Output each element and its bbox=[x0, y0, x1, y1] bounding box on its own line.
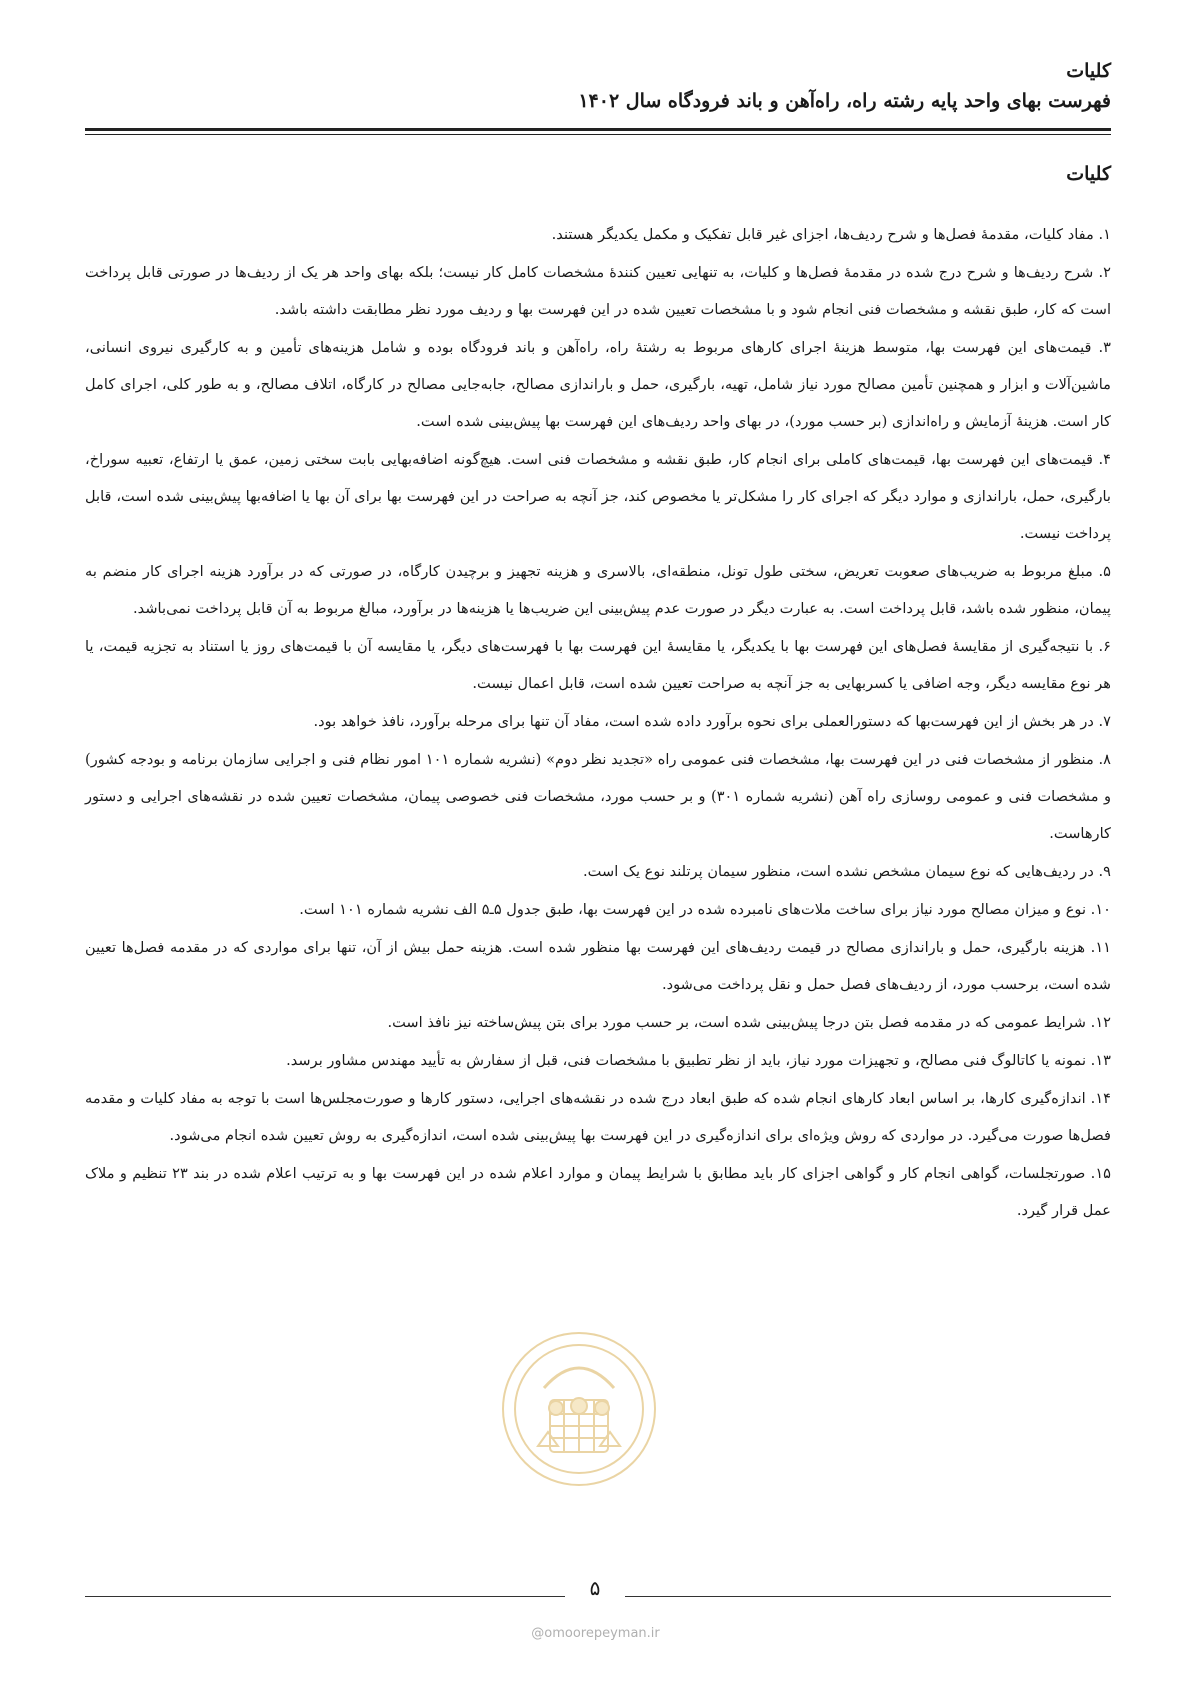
page-header bbox=[85, 56, 1111, 116]
paragraph-2: ۲. شرح ردیف‌ها و شرح درج شده در مقدمهٔ فصل‌ها و کلیات، به تنهایی تعیین کنندهٔ مشخصات کامل کار نیست؛ بلکه بهای واحد هر یک از ردیف‌ها در صورتی قابل پرداخت است که کار، طبق نقشه و مشخصات فنی انجام شود و با مشخصات تعیین شده در این فهرست بها و ردیف مورد نظر مطابقت داشته باشد. bbox=[85, 264, 1111, 318]
omoore-peyman-seal-icon bbox=[498, 1328, 660, 1490]
paragraph-14: ۱۴. اندازه‌گیری کارها، بر اساس ابعاد کارهای انجام شده که طبق ابعاد درج شده در نقشه‌های اجرایی، دستور کارها و صورت‌مجلس‌ها است با توجه به مفاد کلیات و مقدمه فصل‌ها صورت می‌گیرد. در مواردی که روش ویژه‌ای برای اندازه‌گیری در این فهرست بها پیش‌بینی شده است، اندازه‌گیری به روش تعیین شده انجام می‌شود. bbox=[85, 1090, 1111, 1144]
paragraph-10: ۱۰. نوع و میزان مصالح مورد نیاز برای ساخت ملات‌های نامبرده شده در این فهرست بها، طبق جدول ۵ـ۵ الف نشریه شماره ۱۰۱ است. bbox=[299, 901, 1111, 918]
page-number: ۵ bbox=[565, 1574, 625, 1602]
paragraph-3: ۳. قیمت‌های این فهرست بها، متوسط هزینهٔ اجرای کارهای مربوط به رشتهٔ راه، راه‌آهن و باند فرودگاه بوده و شامل هزینه‌های تأمین و به کارگیری نیروی انسانی، ماشین‌آلات و ابزار و همچنین تأمین مصالح مورد نیاز شامل، تهیه، بارگیری، حمل و باراندازی مصالح، جابه‌جایی مصالح در کارگاه، اتلاف مصالح، و به طور کلی، اجرای کامل کار است. هزینهٔ آزمایش و راه‌اندازی (بر حسب مورد)، در بهای واحد ردیف‌های این فهرست بها پیش‌بینی شده است. bbox=[85, 339, 1111, 430]
paragraph-11: ۱۱. هزینه بارگیری، حمل و باراندازی مصالح در قیمت ردیف‌های این فهرست بها منظور شده است. هزینه حمل بیش از آن، تنها برای مواردی که در مقدمه فصل‌ها تعیین شده است، برحسب مورد، از ردیف‌های فصل حمل و نقل پرداخت می‌شود. bbox=[85, 939, 1111, 993]
paragraph-15: ۱۵. صورتجلسات، گواهی انجام کار و گواهی اجزای کار باید مطابق با شرایط پیمان و موارد اعلام شده در این فهرست بها و به ترتیب اعلام شده در بند ۲۳ تنظیم و ملاک عمل قرار گیرد. bbox=[85, 1165, 1111, 1219]
paragraph-5: ۵. مبلغ مربوط به ضریب‌های صعوبت تعریض، سختی طول تونل، منطقه‌ای، بالاسری و هزینه تجهیز و برچیدن کارگاه، در صورتی که در برآورد هزینه اجرای کار منضم به پیمان، منظور شده باشد، قابل پرداخت است. به عبارت دیگر در صورت عدم پیش‌بینی این ضریب‌ها یا هزینه‌ها در برآورد، مبالغ مربوط به آن قابل پرداخت نمی‌باشد. bbox=[85, 563, 1111, 617]
header-category: کلیات bbox=[1066, 60, 1111, 82]
document-body bbox=[85, 216, 1111, 1230]
paragraph-12: ۱۲. شرایط عمومی که در مقدمه فصل بتن درجا پیش‌بینی شده است، بر حسب مورد برای بتن پیش‌ساخته نیز نافذ است. bbox=[387, 1014, 1111, 1031]
paragraph-7: ۷. در هر بخش از این فهرست‌بها که دستورالعملی برای نحوه برآورد داده شده است، مفاد آن تنها برای مرحله برآورد، نافذ خواهد بود. bbox=[313, 713, 1111, 730]
paragraph-9: ۹. در ردیف‌هایی که نوع سیمان مشخص نشده است، منظور سیمان پرتلند نوع یک است. bbox=[583, 863, 1111, 880]
paragraph-6: ۶. با نتیجه‌گیری از مقایسهٔ فصل‌های این فهرست بها با یکدیگر، یا مقایسهٔ این فهرست بها با فهرست‌های دیگر، یا مقایسه آن با قیمت‌های روز یا استناد به تجزیه قیمت، یا هر نوع مقایسه دیگر، وجه اضافی یا کسربهایی به جز آنچه به صراحت تعیین شده است، قابل اعمال نیست. bbox=[85, 638, 1111, 692]
paragraph-4: ۴. قیمت‌های این فهرست بها، قیمت‌های کاملی برای انجام کار، طبق نقشه و مشخصات فنی است. هیچ‌گونه اضافه‌بهایی بابت سختی زمین، عمق یا ارتفاع، تعبیه سوراخ، بارگیری، حمل، باراندازی و موارد دیگر که اجرای کار را مشکل‌تر یا مخصوص کند، جز آنچه به صراحت در این فهرست بها برای آن بها یا اضافه‌بها پیش‌بینی شده است، قابل پرداخت نیست. bbox=[85, 451, 1111, 542]
header-divider-thin bbox=[85, 134, 1111, 135]
header-divider-thick bbox=[85, 128, 1111, 131]
paragraph-8: ۸. منظور از مشخصات فنی در این فهرست بها، مشخصات فنی عمومی راه «تجدید نظر دوم» (نشریه شماره ۱۰۱ امور نظام فنی و اجرایی سازمان برنامه و بودجه کشور) و مشخصات فنی و عمومی روسازی راه آهن (نشریه شماره ۳۰۱) و بر حسب مورد، مشخصات فنی خصوصی پیمان، مشخصات تعیین شده در نقشه‌های اجرایی و دستور کارهاست. bbox=[85, 751, 1111, 842]
paragraph-13: ۱۳. نمونه یا کاتالوگ فنی مصالح، و تجهیزات مورد نیاز، باید از نظر تطبیق با مشخصات فنی، قبل از سفارش به تأیید مهندس مشاور برسد. bbox=[286, 1052, 1111, 1069]
section-title: کلیات bbox=[1066, 163, 1111, 185]
footer-website-link[interactable]: @omoorepeyman.ir bbox=[531, 1626, 660, 1641]
paragraph-1: ۱. مفاد کلیات، مقدمهٔ فصل‌ها و شرح ردیف‌ها، اجزای غیر قابل تفکیک و مکمل یکدیگر هستند. bbox=[551, 226, 1111, 243]
header-document-title: فهرست بهای واحد پایه رشته راه، راه‌آهن و باند فرودگاه سال ۱۴۰۲ bbox=[578, 90, 1111, 112]
